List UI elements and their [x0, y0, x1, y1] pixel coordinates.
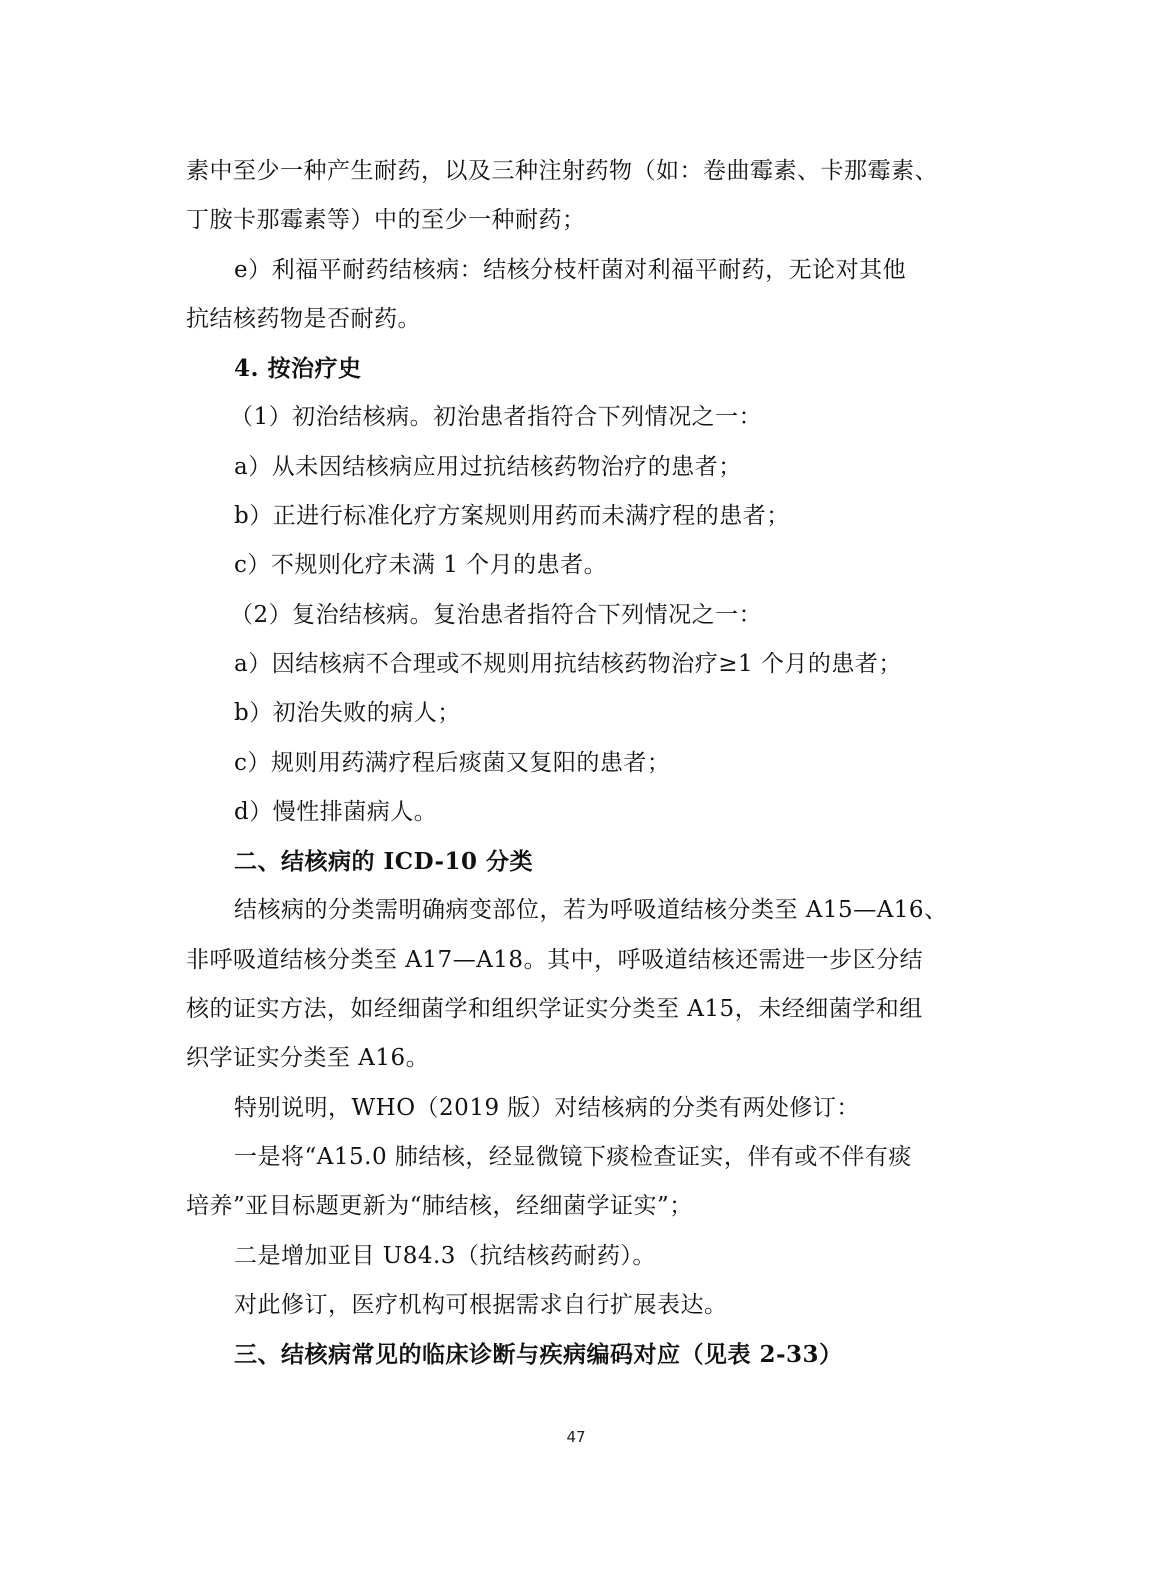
text-line: 抗结核药物是否耐药。 [186, 305, 421, 332]
text-line: 非呼吸道结核分类至 A17—A18。其中，呼吸道结核还需进一步区分结 [186, 946, 924, 973]
section-heading: 4. 按治疗史 [234, 355, 362, 383]
text-line: 结核病的分类需明确病变部位，若为呼吸道结核分类至 A15—A16、 [234, 897, 948, 924]
text-line: 一是将“A15.0 肺结核，经显微镜下痰检查证实，伴有或不伴有痰 [234, 1143, 912, 1170]
document-body [186, 147, 946, 1379]
text-line: 素中至少一种产生耐药，以及三种注射药物（如：卷曲霉素、卡那霉素、 [186, 158, 938, 184]
text-line: 对此修订，医疗机构可根据需求自行扩展表达。 [234, 1291, 728, 1318]
text-line: 特别说明，WHO（2019 版）对结核病的分类有两处修订： [234, 1094, 860, 1121]
text-line: d）慢性排菌病人。 [234, 798, 438, 825]
text-line: 核的证实方法，如经细菌学和组织学证实分类至 A15，未经细菌学和组 [186, 996, 923, 1023]
text-line: 二是增加亚目 U84.3（抗结核药耐药）。 [234, 1242, 656, 1269]
page-number: 47 [566, 1428, 586, 1446]
text-line: a）因结核病不合理或不规则用抗结核药物治疗≥1 个月的患者； [234, 650, 902, 677]
text-line: 织学证实分类至 A16。 [186, 1045, 430, 1072]
text-line: 培养”亚目标题更新为“肺结核，经细菌学证实”； [186, 1193, 693, 1220]
text-line: a）从未因结核病应用过抗结核药物治疗的患者； [234, 453, 742, 480]
text-line: b）正进行标准化疗方案规则用药而未满疗程的患者； [234, 503, 790, 530]
section-heading: 三、结核病常见的临床诊断与疾病编码对应（见表 2-33） [234, 1341, 843, 1369]
text-line: c）规则用药满疗程后痰菌又复阳的患者； [234, 749, 671, 776]
text-line: c）不规则化疗未满 1 个月的患者。 [234, 552, 608, 579]
text-line: （1）初治结核病。初治患者指符合下列情况之一： [230, 404, 763, 431]
text-line: b）初治失败的病人； [234, 700, 461, 727]
text-line: e）利福平耐药结核病：结核分枝杆菌对利福平耐药，无论对其他 [234, 256, 907, 283]
text-line: 丁胺卡那霉素等）中的至少一种耐药； [186, 207, 586, 234]
section-heading: 二、结核病的 ICD-10 分类 [234, 848, 534, 876]
text-line: （2）复治结核病。复治患者指符合下列情况之一： [230, 601, 763, 628]
